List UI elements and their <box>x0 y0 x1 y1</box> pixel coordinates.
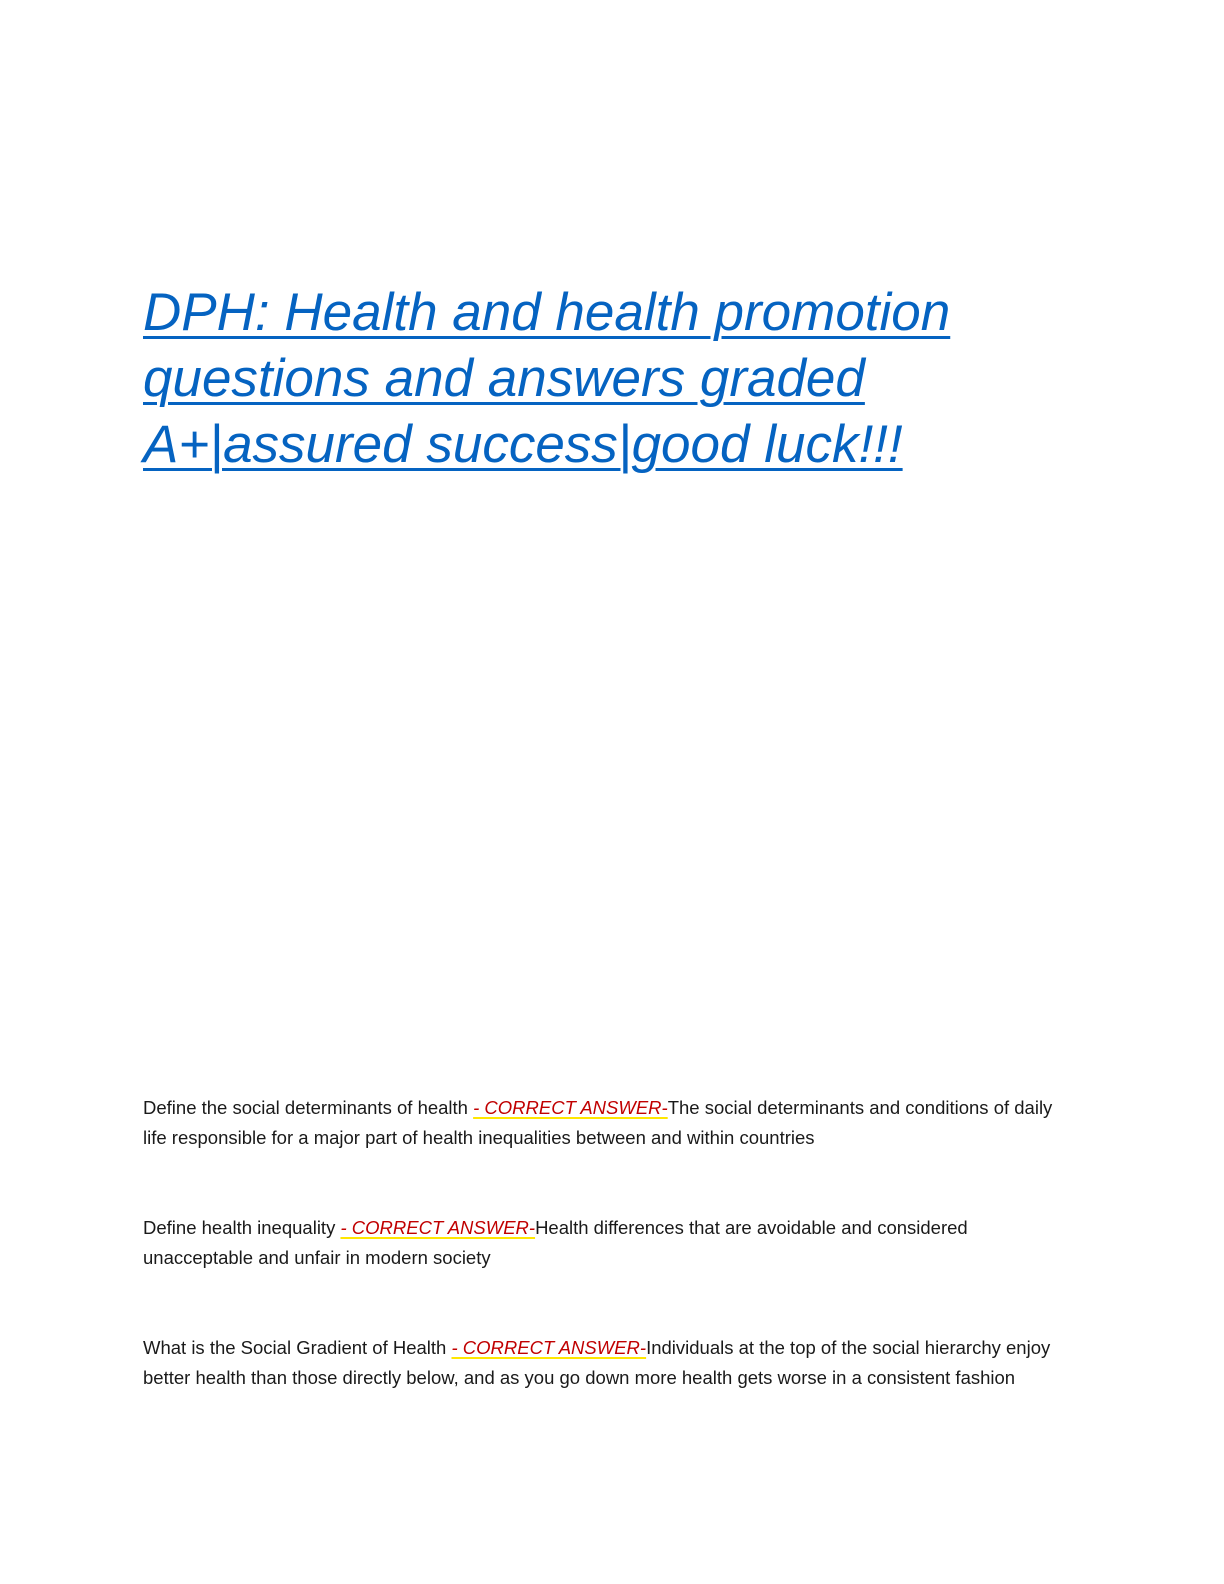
title-line-2: questions and answers graded <box>143 349 865 408</box>
answer-text: Health differences that are avoidable and considered unacceptable and unfair in modern society <box>143 1217 968 1268</box>
qa-item-social-determinants <box>143 1093 1073 1152</box>
answer-text: The social determinants and conditions of daily life responsible for a major part of health inequalities between and within countries <box>143 1097 1053 1148</box>
qa-list <box>143 1093 1073 1392</box>
correct-answer-marker: - CORRECT ANSWER- <box>451 1337 647 1358</box>
answer-text: Individuals at the top of the social hierarchy enjoy better health than those directly below, and as you go down more health gets worse in a consistent fashion <box>143 1337 1051 1388</box>
question-text: Define health inequality <box>143 1217 341 1238</box>
question-text: Define the social determinants of health <box>143 1097 474 1118</box>
title-line-3: A+|assured success|good luck!!! <box>143 415 903 474</box>
correct-answer-marker: - CORRECT ANSWER- <box>340 1217 536 1238</box>
qa-item-health-inequality <box>143 1213 1073 1272</box>
question-text: What is the Social Gradient of Health <box>143 1337 452 1358</box>
title-line-1: DPH: Health and health promotion <box>143 283 951 342</box>
qa-item-social-gradient <box>143 1333 1073 1392</box>
document-title-link[interactable] <box>143 280 1083 478</box>
correct-answer-marker: - CORRECT ANSWER- <box>473 1097 668 1118</box>
